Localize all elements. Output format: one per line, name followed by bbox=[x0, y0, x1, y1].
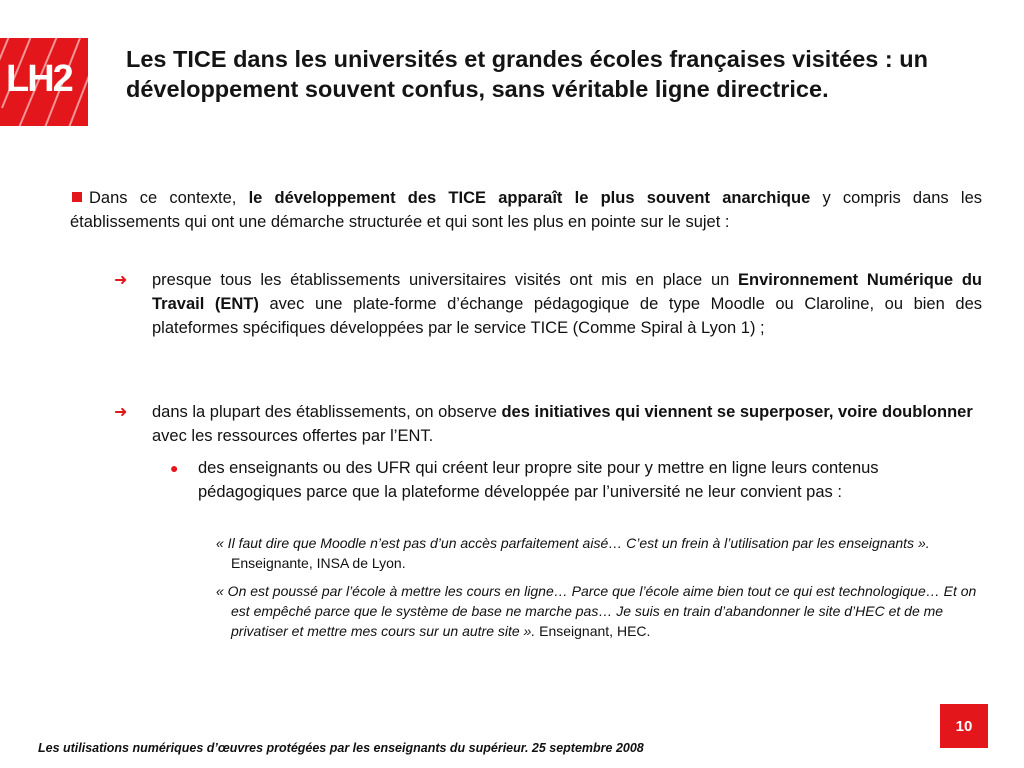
footer-caption: Les utilisations numériques d’œuvres protégées par les enseignants du supérieur. 25 septembre 2008 bbox=[38, 741, 644, 755]
bullet1-bold: le développement des TICE apparaît le plus souvent anarchique bbox=[248, 189, 811, 207]
sub-bullet-initiatives bbox=[114, 400, 982, 448]
red-dot-bullet-icon: ● bbox=[170, 460, 179, 476]
sub1-post: avec une plate-forme d’échange pédagogique de type Moodle ou Claroline, ou bien des plateformes spécifiques développées par le service TICE (Comme Spiral à Lyon 1) ; bbox=[152, 295, 982, 337]
sub-bullet-ent bbox=[114, 268, 982, 340]
lh2-logo bbox=[0, 38, 88, 126]
page-number-badge: 10 bbox=[940, 704, 988, 748]
bullet1-post: y compris dans les établissements qui ont une démarche structurée et qui sont les plus en pointe sur le sujet : bbox=[70, 189, 982, 231]
quote2-source: Enseignant, HEC. bbox=[535, 623, 651, 639]
quote1-source: Enseignante, INSA de Lyon. bbox=[231, 555, 406, 571]
sub1-bold: Environnement Numérique du Travail (ENT) bbox=[152, 271, 982, 313]
dot-bullet-enseignants bbox=[170, 456, 940, 504]
slide-title: Les TICE dans les universités et grandes écoles françaises visitées : un développement souvent confus, sans véritable ligne directrice. bbox=[126, 46, 928, 102]
red-arrow-bullet-icon: ➜ bbox=[114, 272, 128, 289]
sub2-bold: des initiatives qui viennent se superposer, voire doublonner bbox=[501, 403, 973, 421]
sub-bullet-ent-text bbox=[152, 268, 982, 340]
bullet-level1 bbox=[70, 186, 982, 234]
sub-bullet-initiatives-text bbox=[152, 400, 982, 448]
quote1-text: « Il faut dire que Moodle n’est pas d’un accès parfaitement aisé… C’est un frein à l’utilisation par les enseignants ». bbox=[216, 535, 930, 551]
quote-insa bbox=[216, 533, 986, 573]
sub2-pre: dans la plupart des établissements, on observe bbox=[152, 403, 502, 421]
sub2-post: avec les ressources offertes par l’ENT. bbox=[152, 427, 434, 445]
bullet1-pre: Dans ce contexte, bbox=[89, 189, 249, 207]
dot-bullet-text: des enseignants ou des UFR qui créent leur propre site pour y mettre en ligne leurs contenus pédagogiques parce que la plateforme développée par l’université ne leur convient pas : bbox=[198, 459, 879, 501]
logo-text: LH2 bbox=[6, 58, 72, 100]
quote2-text: « On est poussé par l’école à mettre les cours en ligne… Parce que l’école aime bien tout ce qui est technologique… Et on est empêché parce que le système de base ne marche pas… Je suis en train d’abandonner le site d’HEC et de me privatiser et mettre mes cours sur un autre site ». bbox=[216, 583, 977, 639]
red-square-bullet-icon bbox=[72, 192, 82, 202]
sub1-pre: presque tous les établissements universitaires visités ont mis en place un bbox=[152, 271, 739, 289]
red-arrow-bullet-icon: ➜ bbox=[114, 404, 128, 421]
quote-hec bbox=[216, 581, 986, 641]
